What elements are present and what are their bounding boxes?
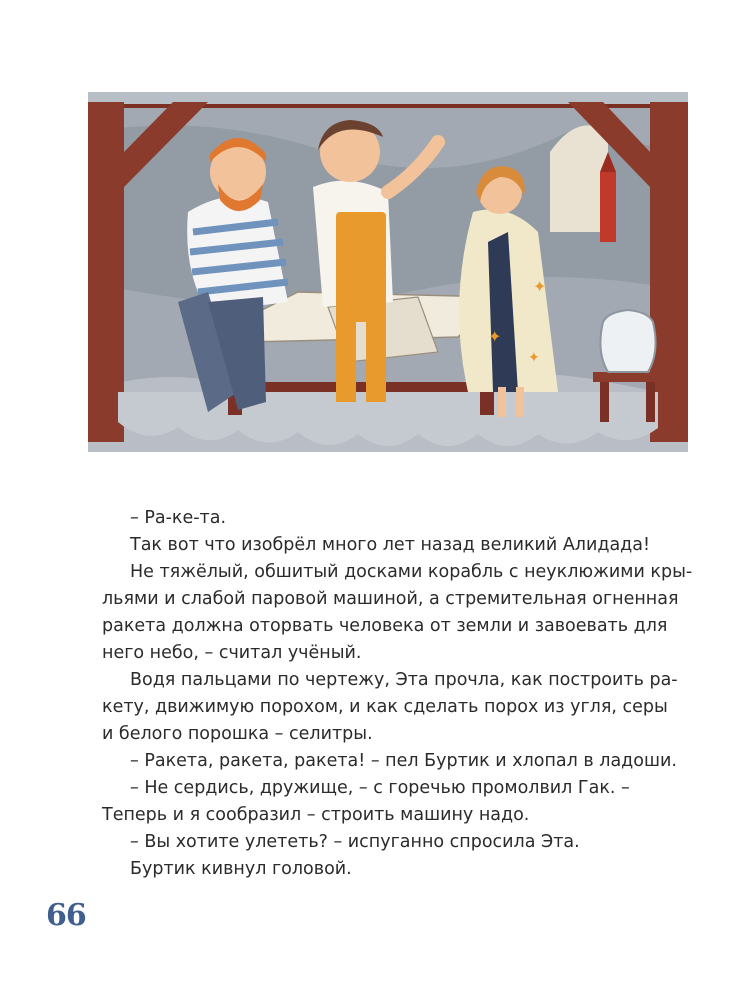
text-line: Теперь и я сообразил – строить машину надо.	[102, 805, 530, 825]
right-beam	[650, 102, 688, 442]
svg-text:✦: ✦	[528, 350, 540, 366]
text-line: него небо, – считал учёный.	[102, 643, 362, 663]
illustration	[88, 92, 688, 482]
text-line: кету, движимую порохом, и как сделать порох из угля, серы	[102, 697, 668, 717]
left-beam	[88, 102, 124, 442]
text-line: Не тяжёлый, обшитый досками корабль с неуклюжими кры-	[130, 562, 693, 582]
text-line: – Ра-ке-та.	[130, 508, 227, 528]
story-text	[102, 505, 693, 883]
text-line: льями и слабой паровой машиной, а стремительная огненная	[102, 589, 679, 609]
jug	[600, 310, 655, 372]
text-line: ракета должна оторвать человека от земли и завоевать для	[102, 616, 668, 636]
text-line: Водя пальцами по чертежу, Эта прочла, как построить ра-	[130, 670, 678, 690]
text-line: – Вы хотите улететь? – испуганно спросила Эта.	[130, 832, 580, 852]
svg-text:✦: ✦	[533, 277, 547, 296]
text-line: – Не сердись, дружище, – с горечью промолвил Гак. –	[130, 778, 630, 798]
svg-text:✦: ✦	[488, 327, 502, 346]
text-line: – Ракета, ракета, ракета! – пел Буртик и хлопал в ладоши.	[130, 751, 677, 771]
window	[550, 125, 608, 232]
text-line: Буртик кивнул головой.	[130, 859, 352, 879]
text-line: и белого порошка – селитры.	[102, 724, 373, 744]
page-number: 66	[46, 898, 86, 933]
text-line: Так вот что изобрёл много лет назад великий Алидада!	[130, 535, 651, 555]
